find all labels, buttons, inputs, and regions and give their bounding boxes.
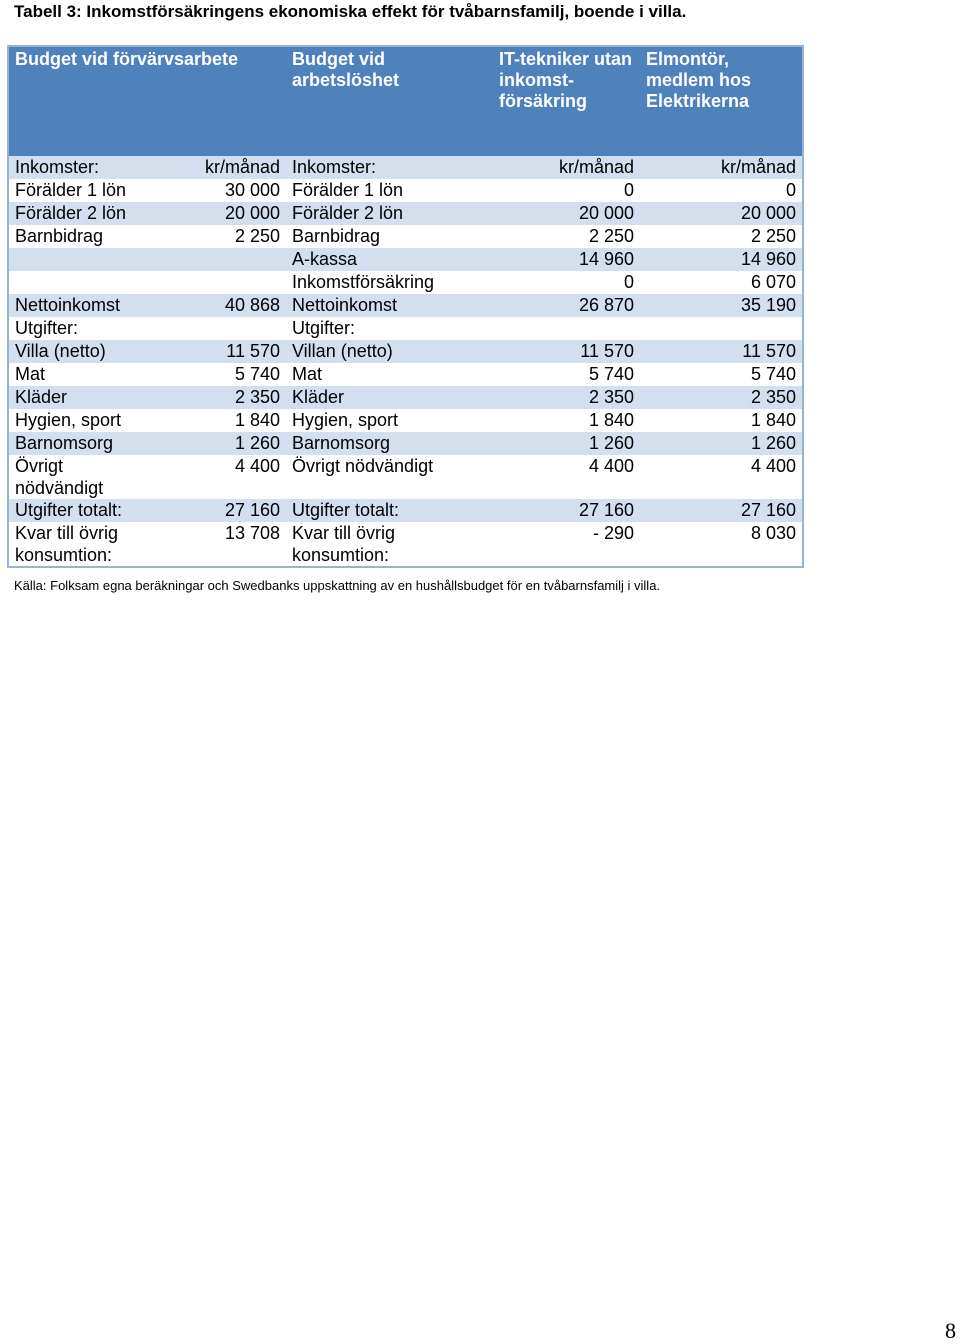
cell-value-electrician: 14 960 [640,248,803,271]
cell-label-employed: Villa (netto) [8,340,146,363]
cell-value-electrician: kr/månad [640,156,803,179]
cell-value-it-technician: 4 400 [493,455,640,499]
cell-label-employed: Barnomsorg [8,432,146,455]
table-row [8,271,803,294]
cell-value-it-technician: 0 [493,179,640,202]
cell-label-unemployed: Mat [286,363,493,386]
cell-label-unemployed: Barnbidrag [286,225,493,248]
cell-label-employed: Hygien, sport [8,409,146,432]
cell-value-electrician: 11 570 [640,340,803,363]
cell-value-employed: 40 868 [146,294,286,317]
cell-value-employed [146,317,286,340]
cell-label-employed [8,271,146,294]
cell-value-it-technician: 20 000 [493,202,640,225]
cell-label-unemployed: Utgifter totalt: [286,499,493,522]
cell-label-unemployed: Nettoinkomst [286,294,493,317]
cell-value-it-technician: 26 870 [493,294,640,317]
table-container [7,45,804,568]
cell-value-it-technician: 2 350 [493,386,640,409]
table-row [8,340,803,363]
cell-label-unemployed: Övrigt nödvändigt [286,455,493,499]
cell-value-electrician: 2 350 [640,386,803,409]
cell-label-employed [8,248,146,271]
cell-value-it-technician: 14 960 [493,248,640,271]
cell-value-it-technician: 2 250 [493,225,640,248]
cell-value-employed: 13 708 [146,522,286,567]
table-caption: Tabell 3: Inkomstförsäkringens ekonomiska effekt för tvåbarnsfamilj, boende i villa. [14,2,687,21]
cell-label-employed: Nettoinkomst [8,294,146,317]
table-row [8,156,803,179]
cell-value-it-technician: 27 160 [493,499,640,522]
cell-value-electrician: 5 740 [640,363,803,386]
cell-value-employed [146,248,286,271]
cell-value-employed: kr/månad [146,156,286,179]
cell-label-employed: Utgifter: [8,317,146,340]
cell-value-employed: 2 250 [146,225,286,248]
cell-value-it-technician: 0 [493,271,640,294]
cell-label-employed: Kvar till övrig konsumtion: [8,522,146,567]
cell-value-electrician: 1 840 [640,409,803,432]
cell-label-employed: Inkomster: [8,156,146,179]
header-unemployed-budget: Budget vid arbetslöshet [286,46,493,156]
cell-value-electrician: 1 260 [640,432,803,455]
cell-label-employed: Kläder [8,386,146,409]
cell-value-it-technician: 1 260 [493,432,640,455]
cell-label-unemployed: A-kassa [286,248,493,271]
cell-label-unemployed: Inkomster: [286,156,493,179]
cell-label-unemployed: Utgifter: [286,317,493,340]
cell-value-employed: 30 000 [146,179,286,202]
cell-value-employed [146,271,286,294]
cell-label-unemployed: Kläder [286,386,493,409]
cell-value-employed: 27 160 [146,499,286,522]
cell-value-employed: 1 840 [146,409,286,432]
table-row [8,386,803,409]
cell-value-electrician: 4 400 [640,455,803,499]
cell-label-employed: Övrigt nödvändigt [8,455,146,499]
cell-value-employed: 20 000 [146,202,286,225]
table-row [8,409,803,432]
cell-value-employed: 5 740 [146,363,286,386]
cell-label-unemployed: Barnomsorg [286,432,493,455]
cell-value-employed: 11 570 [146,340,286,363]
cell-label-employed: Barnbidrag [8,225,146,248]
cell-label-employed: Utgifter totalt: [8,499,146,522]
cell-value-electrician: 35 190 [640,294,803,317]
table-row [8,202,803,225]
cell-value-it-technician: - 290 [493,522,640,567]
cell-value-electrician: 6 070 [640,271,803,294]
cell-value-electrician: 0 [640,179,803,202]
table-row [8,455,803,499]
cell-label-employed: Förälder 1 lön [8,179,146,202]
cell-value-electrician: 8 030 [640,522,803,567]
cell-value-it-technician: 11 570 [493,340,640,363]
cell-value-electrician: 27 160 [640,499,803,522]
cell-value-employed: 1 260 [146,432,286,455]
table-row [8,363,803,386]
budget-table [7,45,804,568]
table-row [8,522,803,567]
cell-value-employed: 4 400 [146,455,286,499]
cell-label-unemployed: Villan (netto) [286,340,493,363]
cell-label-unemployed: Inkomstförsäkring [286,271,493,294]
cell-value-electrician: 2 250 [640,225,803,248]
cell-value-electrician: 20 000 [640,202,803,225]
cell-value-it-technician: 5 740 [493,363,640,386]
table-row [8,499,803,522]
table-row [8,225,803,248]
table-body [8,156,803,567]
cell-value-employed: 2 350 [146,386,286,409]
cell-value-it-technician [493,317,640,340]
cell-value-it-technician: 1 840 [493,409,640,432]
table-row [8,432,803,455]
table-row [8,179,803,202]
source-note: Källa: Folksam egna beräkningar och Swedbanks uppskattning av en hushållsbudget för en tvåbarnsfamilj i villa. [14,578,661,593]
table-row [8,317,803,340]
cell-label-unemployed: Förälder 2 lön [286,202,493,225]
cell-label-employed: Förälder 2 lön [8,202,146,225]
cell-label-unemployed: Kvar till övrig konsumtion: [286,522,493,567]
cell-value-it-technician: kr/månad [493,156,640,179]
page-number: 8 [945,1318,956,1343]
cell-label-employed: Mat [8,363,146,386]
table-row [8,248,803,271]
table-header-row [8,46,803,156]
cell-value-electrician [640,317,803,340]
header-it-technician: IT-tekniker utan inkomst-försäkring [493,46,640,156]
table-row [8,294,803,317]
header-employed-budget: Budget vid förvärvsarbete [8,46,286,156]
header-electrician: Elmontör, medlem hos Elektrikerna [640,46,803,156]
cell-label-unemployed: Hygien, sport [286,409,493,432]
cell-label-unemployed: Förälder 1 lön [286,179,493,202]
